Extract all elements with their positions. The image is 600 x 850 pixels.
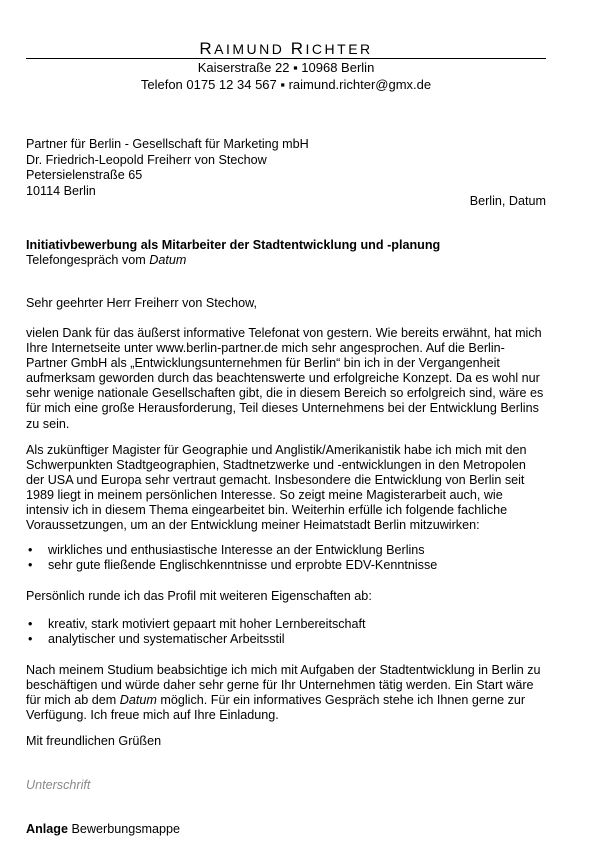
recipient-address — [26, 137, 309, 199]
profile-intro: Persönlich runde ich das Profil mit weiteren Eigenschaften ab: — [26, 589, 372, 603]
paragraph-availability — [26, 663, 556, 723]
bullet-icon: • — [28, 632, 33, 647]
text-line: für mich eine große Herausforderung, Teil dieses Unternehmens bei der Entwicklung Berlins — [26, 401, 539, 416]
subject-reference: Telefongespräch vom Datum — [26, 253, 187, 268]
letter-date: Berlin, Datum — [469, 194, 546, 208]
recipient-person: Dr. Friedrich-Leopold Freiherr von Stechow — [26, 152, 267, 167]
text-line: intensiv ich in diesem Thema eingearbeitet bin. Weiterhin erfülle ich folgende fachliche — [26, 503, 508, 518]
list-item: • analytischer und systematischer Arbeitsstil — [28, 632, 285, 647]
bullet-icon: • — [28, 558, 33, 573]
paragraph-intro — [26, 326, 556, 432]
text-line: vielen Dank für das äußerst informative Telefonat von gestern. Wie bereits erwähnt, hat mich — [26, 326, 542, 340]
text-line: aufmerksam geworden durch das beachtenswerte und erfolgreiche Konzept. Da es wohl nur — [26, 371, 540, 386]
signature-placeholder: Unterschrift — [26, 778, 91, 792]
subject-line: Initiativbewerbung als Mitarbeiter der Stadtentwicklung und -planung — [26, 238, 441, 252]
text-line: Ihre Internetseite unter www.berlin-partner.de mich sehr angesprochen. Auf die Berlin- — [26, 341, 505, 356]
list-item: • sehr gute fließende Englischkenntnisse und erprobte EDV-Kenntnisse — [28, 558, 438, 573]
sender-contact: Telefon 0175 12 34 567 ▪ raimund.richter@gmx.de — [140, 77, 432, 92]
sender-name: RAIMUND RICHTER — [199, 39, 373, 58]
text-line: Verfügung. Ich freue mich auf Ihre Einladung. — [26, 708, 279, 723]
text-line: zu sein. — [26, 416, 70, 431]
trait-list — [26, 617, 556, 647]
paragraph-qualifications — [26, 443, 556, 534]
text-line: Partner GmbH als „Entwicklungsunternehmen für Berlin“ bin ich in der Vergangenheit — [26, 356, 500, 371]
recipient-city: 10114 Berlin — [26, 183, 96, 198]
recipient-street: Petersielenstraße 65 — [26, 168, 143, 182]
bullet-icon: • — [28, 543, 33, 557]
subject-block — [26, 238, 556, 268]
bullet-icon: • — [28, 617, 33, 631]
salutation: Sehr geehrter Herr Freiherr von Stechow, — [26, 296, 257, 310]
letterhead — [26, 39, 546, 92]
text-line: Nach meinem Studium beabsichtige ich mich mit Aufgaben der Stadtentwicklung in Berlin zu — [26, 663, 541, 677]
closing-phrase: Mit freundlichen Grüßen — [26, 734, 162, 748]
text-line: Als zukünftiger Magister für Geographie und Anglistik/Amerikanistik habe ich mich mit den — [26, 443, 527, 457]
qualification-list — [26, 543, 556, 573]
list-item: • wirkliches und enthusiastische Interesse an der Entwicklung Berlins — [28, 543, 425, 557]
text-line: Schwerpunkten Stadtgeographien, Stadtnetzwerke und -entwicklungen in den Metropolen — [26, 458, 526, 473]
text-line: 1989 liegt in meinem persönlichen Interesse. So zeigt meine Magisterarbeit auch, wie — [26, 488, 503, 503]
sender-address: Kaiserstraße 22 ▪ 10968 Berlin — [197, 60, 375, 75]
text-line: Voraussetzungen, um an der Entwicklung meiner Heimatstadt Berlin mitzuwirken: — [26, 518, 480, 533]
enclosure-line: Anlage Bewerbungsmappe — [26, 822, 181, 836]
text-line: beschäftigen und würde daher sehr gerne für Ihr Unternehmen tätig werden. Ein Start wäre — [26, 678, 534, 693]
list-item: • kreativ, stark motiviert gepaart mit hoher Lernbereitschaft — [28, 617, 366, 631]
text-line: der USA und Europa sehr vertraut gemacht. Insbesondere die Entwicklung von Berlin seit — [26, 473, 525, 488]
text-line: für mich ab dem Datum möglich. Für ein informatives Gespräch stehe ich Ihnen gerne zur — [26, 693, 526, 708]
recipient-company: Partner für Berlin - Gesellschaft für Marketing mbH — [26, 137, 309, 151]
text-line: sehr wenige nationale Gesellschaften gibt, die in diesem Bereich so erfolgreich sind, wäre es — [26, 386, 544, 401]
